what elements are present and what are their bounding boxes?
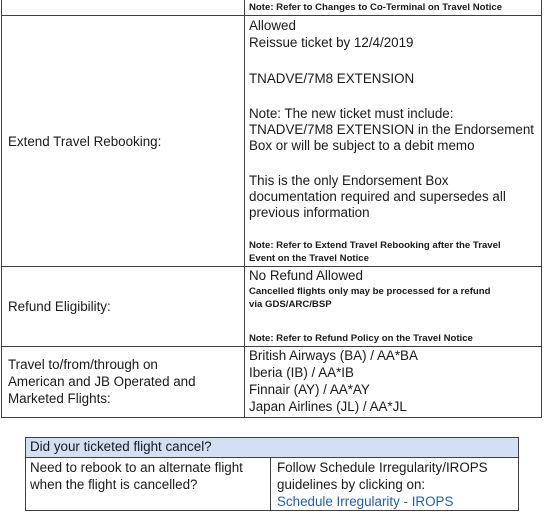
grid-bottom-border — [1, 417, 542, 418]
cancel-table-left-border — [25, 437, 26, 511]
refund-detail-line-1: Cancelled flights only may be processed for a refund — [249, 286, 491, 297]
endorsement-only-line-2: documentation required and supersedes all — [249, 189, 506, 204]
cancel-table-header-divider — [25, 457, 519, 458]
refund-policy-footnote: Note: Refer to Refund Policy on the Travel Notice — [249, 333, 473, 344]
endorsement-note-line-3: Box or will be subject to a debit memo — [249, 138, 475, 153]
irops-link[interactable]: Schedule Irregularity - IROPS — [277, 494, 454, 509]
extend-allowed-text: Allowed — [249, 18, 296, 33]
endorsement-note-line-1: Note: The new ticket must include: — [249, 106, 454, 121]
irops-guidance-line-2: guidelines by clicking on: — [277, 477, 426, 492]
grid-right-border — [541, 0, 542, 418]
endorsement-only-line-3: previous information — [249, 205, 370, 220]
co-terminal-note: Note: Refer to Changes to Co-Terminal on Travel Notice — [249, 2, 503, 13]
airline-finnair: Finnair (AY) / AA*AY — [249, 382, 370, 397]
extend-rebooking-footnote-line-1: Note: Refer to Extend Travel Rebooking after the Travel — [249, 240, 501, 251]
airline-british-airways: British Airways (BA) / AA*BA — [249, 348, 418, 363]
irops-guidance-line-1: Follow Schedule Irregularity/IROPS — [277, 460, 488, 475]
refund-headline: No Refund Allowed — [249, 268, 363, 283]
rebook-question-line-1: Need to rebook to an alternate flight — [30, 460, 243, 475]
grid-row-line-1 — [1, 15, 542, 16]
reissue-deadline-text: Reissue ticket by 12/4/2019 — [249, 35, 414, 50]
airline-iberia: Iberia (IB) / AA*IB — [249, 365, 354, 380]
grid-left-border — [1, 0, 2, 418]
grid-row-line-2 — [1, 266, 542, 267]
extend-rebooking-footnote-line-2: Event on the Travel Notice — [249, 253, 369, 264]
grid-row-line-3 — [1, 346, 542, 347]
cancel-table-right-border — [518, 437, 519, 511]
endorsement-only-line-1: This is the only Endorsement Box — [249, 173, 449, 188]
travel-scope-label-line-3: Marketed Flights: — [8, 391, 111, 406]
cancel-table-top-border — [25, 437, 519, 438]
endorsement-note-line-2: TNADVE/7M8 EXTENSION in the Endorsement — [249, 122, 535, 137]
cancel-table-column-divider — [270, 457, 271, 511]
travel-scope-label-line-1: Travel to/from/through on — [8, 357, 158, 372]
travel-scope-label-line-2: American and JB Operated and — [8, 374, 196, 389]
extend-rebooking-label: Extend Travel Rebooking: — [8, 134, 162, 149]
refund-detail-line-2: via GDS/ARC/BSP — [249, 299, 332, 310]
refund-eligibility-label: Refund Eligibility: — [8, 299, 111, 314]
cancel-table-header: Did your ticketed flight cancel? — [30, 439, 212, 454]
airline-japan-airlines: Japan Airlines (JL) / AA*JL — [249, 399, 407, 414]
rebook-question-line-2: when the flight is cancelled? — [30, 477, 198, 492]
endorsement-code: TNADVE/7M8 EXTENSION — [249, 71, 415, 86]
grid-column-divider — [244, 0, 245, 418]
